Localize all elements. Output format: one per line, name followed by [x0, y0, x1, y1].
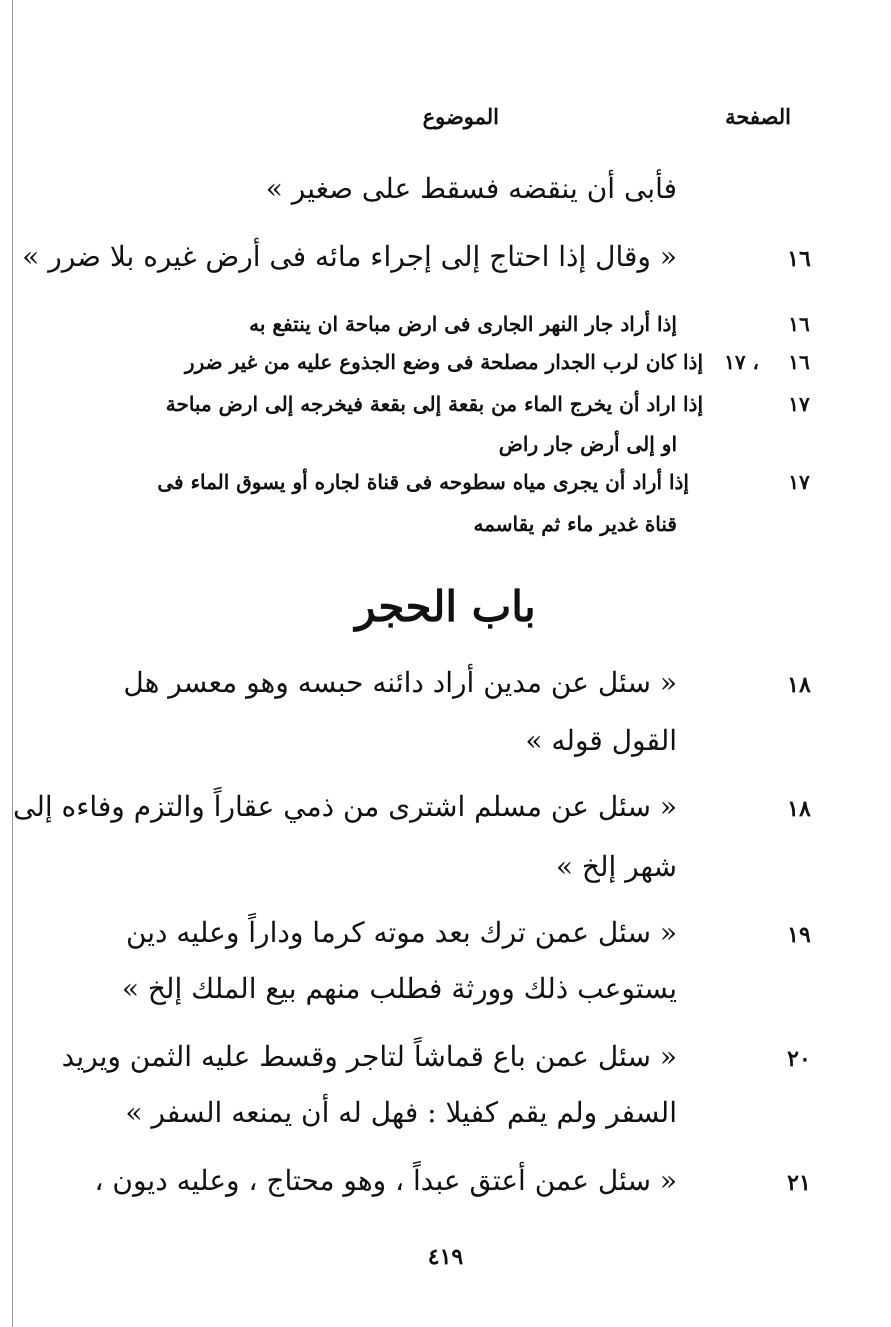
- entry-text: القول قوله »: [525, 724, 677, 757]
- index-entry: [94, 1164, 819, 1208]
- index-entry: [61, 1040, 819, 1084]
- entry-page-number: ١٦: [788, 312, 810, 336]
- entry-text: « سئل عمن أعتق عبداً ، وهو محتاج ، وعليه ديون ،: [94, 1164, 677, 1197]
- entry-text: « وقال إذا احتاج إلى إجراء مائه فى أرض غيره بلا ضرر »: [22, 240, 677, 273]
- index-entry-continued: [99, 724, 819, 768]
- index-entry: [12, 790, 819, 834]
- entry-text: يستوعب ذلك وورثة فطلب منهم بيع الملك إلخ »: [121, 972, 677, 1005]
- entry-extra-page: ، ١٧: [724, 350, 759, 374]
- entry-page-number: ٢١: [787, 1170, 811, 1196]
- entry-text: او إلى أرض جار راض: [498, 432, 677, 456]
- entry-text: السفر ولم يقم كفيلا : فهل له أن يمنعه السفر »: [125, 1096, 677, 1129]
- entry-page-number: ١٩: [787, 922, 811, 948]
- page-margin-line: [12, 0, 13, 1327]
- index-entry-continued: [99, 1096, 819, 1140]
- page-number-footer: ٤١٩: [427, 1244, 464, 1270]
- entry-page-number: ١٧: [788, 392, 810, 416]
- index-entry-continued: [99, 972, 819, 1016]
- entry-text: « سئل عن مدين أراد دائنه حبسه وهو معسر هل: [123, 666, 677, 699]
- entry-text: « سئل عن مسلم اشترى من ذمي عقاراً والتزم وفاءه إلى: [12, 790, 677, 823]
- entry-page-number: ٢٠: [787, 1046, 811, 1072]
- index-entry: [99, 392, 819, 436]
- column-header-page: الصفحة: [725, 104, 791, 129]
- entry-text: شهر إلخ »: [555, 850, 677, 883]
- entry-page-number: ١٧: [788, 470, 810, 494]
- entry-text: « سئل عمن باع قماشاً لتاجر وقسط عليه الثمن ويريد: [61, 1040, 677, 1073]
- entry-page-number: ١٦: [788, 350, 810, 374]
- entry-page-number: ١٨: [787, 796, 811, 822]
- index-entry: [99, 350, 819, 394]
- entry-text: إذا أراد جار النهر الجارى فى ارض مباحة ان ينتفع به: [249, 312, 677, 336]
- entry-text: إذا أراد أن يجرى مياه سطوحه فى قناة لجاره أو يسوق الماء فى: [157, 470, 689, 494]
- chapter-heading: باب الحجر: [355, 582, 536, 631]
- entry-text: « سئل عمن ترك بعد موته كرما وداراً وعليه دين: [125, 916, 677, 949]
- entry-text: قناة غدير ماء ثم يقاسمه: [473, 512, 677, 536]
- index-entry: [99, 470, 819, 514]
- entry-page-number: ١٨: [787, 672, 811, 698]
- index-entry-continued: [99, 512, 819, 556]
- column-header-topic: الموضوع: [422, 104, 499, 129]
- entry-text: إذا كان لرب الجدار مصلحة فى وضع الجذوع عليه من غير ضرر: [184, 350, 703, 374]
- index-entry: [99, 172, 819, 216]
- index-entry-continued: [99, 850, 819, 894]
- entry-page-number: ١٦: [787, 246, 811, 272]
- entry-text: إذا اراد أن يخرج الماء من بقعة إلى بقعة فيخرجه إلى ارض مباحة: [165, 392, 703, 416]
- index-entry: [22, 240, 819, 284]
- entry-text: فأبى أن ينقضه فسقط على صغير »: [265, 172, 677, 205]
- index-entry: [99, 666, 819, 710]
- index-entry: [99, 916, 819, 960]
